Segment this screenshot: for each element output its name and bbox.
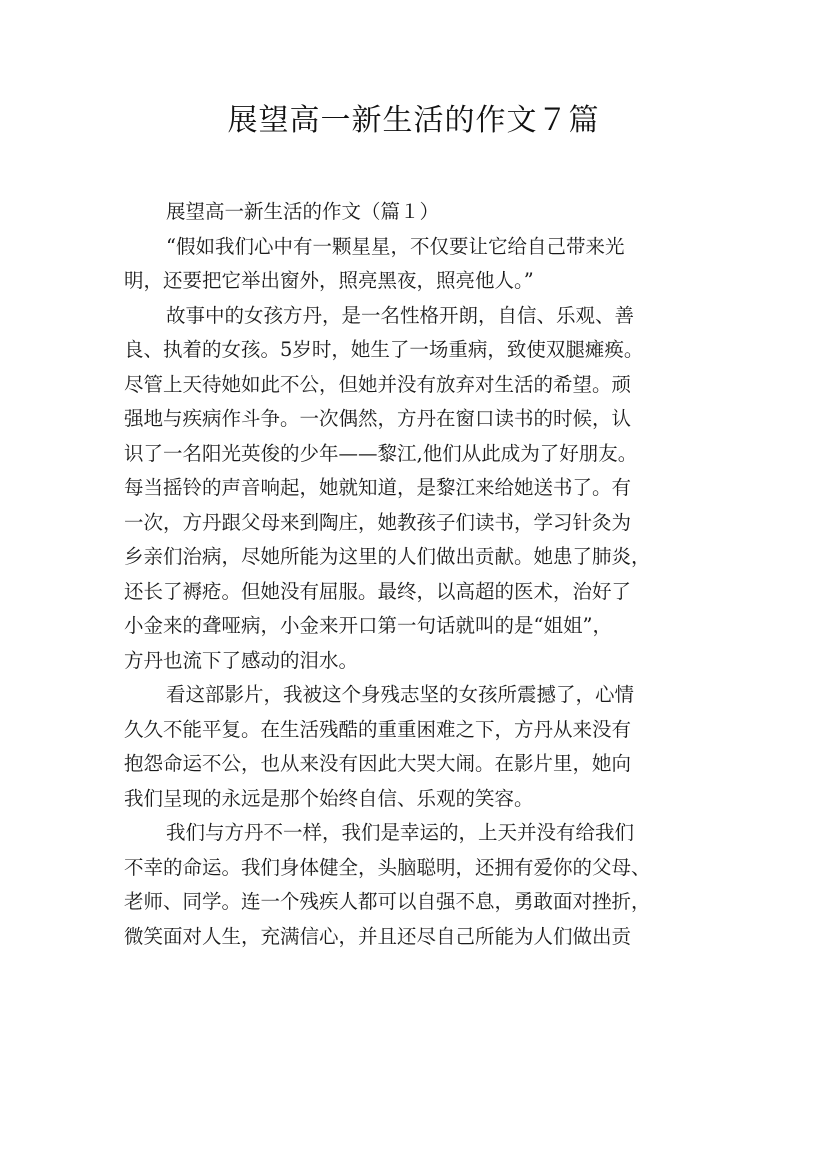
- text-line: 微笑面对人生，充满信心，并且还尽自己所能为人们做出贡: [124, 924, 632, 948]
- text-line: 老师、同学。连一个残疾人都可以自强不息，勇敢面对挫折，: [124, 890, 651, 913]
- text-line: 一次，方丹跟父母来到陶庄，她教孩子们读书，学习针灸为: [124, 510, 632, 534]
- text-line: 方丹也流下了感动的泪水。: [124, 648, 359, 672]
- text-line: 尽管上天待她如此不公，但她并没有放弃对生活的希望。顽: [124, 372, 632, 396]
- text-line: 展望高一新生活的作文（篇１）: [166, 200, 440, 223]
- text-line: 不幸的命运。我们身体健全，头脑聪明，还拥有爱你的父母、: [124, 855, 651, 879]
- text-line: 抱怨命运不公，也从来没有因此大哭大闹。在影片里，她向: [124, 752, 632, 775]
- text-line: 小金来的聋哑病，小金来开口第一句话就叫的是“姐姐”，: [124, 614, 612, 637]
- document-body: [124, 195, 714, 954]
- text-line: 良、执着的女孩。5岁时，她生了一场重病，致使双腿瘫痪。: [124, 338, 644, 361]
- text-line: 故事中的女孩方丹，是一名性格开朗，自信、乐观、善: [166, 303, 635, 327]
- text-line: 强地与疾病作斗争。一次偶然，方丹在窗口读书的时候，认: [124, 407, 632, 430]
- text-line: 识了一名阳光英俊的少年——黎江,他们从此成为了好朋友。: [124, 441, 638, 465]
- text-line: 明，还要把它举出窗外，照亮黑夜，照亮他人。”: [124, 269, 534, 292]
- text-line: 看这部影片，我被这个身残志坚的女孩所震撼了，心情: [166, 683, 635, 706]
- text-line: 我们与方丹不一样，我们是幸运的，上天并没有给我们: [166, 821, 635, 844]
- text-line: 久久不能平复。在生活残酷的重重困难之下，方丹从来没有: [124, 717, 632, 741]
- text-line: 乡亲们治病，尽她所能为这里的人们做出贡献。她患了肺炎，: [124, 545, 651, 568]
- document-title: 展望高一新生活的作文７篇: [227, 103, 600, 138]
- text-line: “假如我们心中有一颗星星，不仅要让它给自己带来光: [166, 234, 625, 258]
- text-line: 还长了褥疮。但她没有屈服。最终，以高超的医术，治好了: [124, 579, 632, 603]
- text-line: 我们呈现的永远是那个始终自信、乐观的笑容。: [124, 786, 534, 810]
- text-line: 每当摇铃的声音响起，她就知道，是黎江来给她送书了。有: [124, 476, 632, 499]
